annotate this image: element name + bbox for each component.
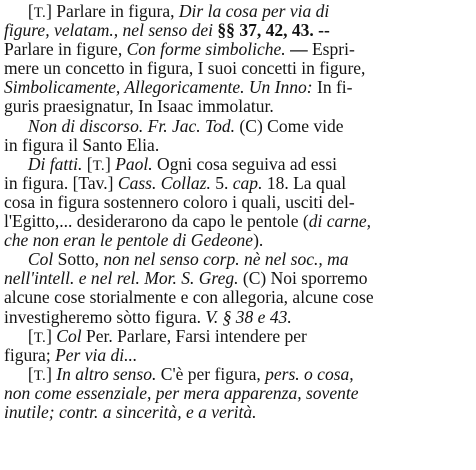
text-segment: T. [33,329,47,346]
text-line [4,269,470,288]
text-line [4,231,470,250]
text-line [4,117,470,136]
text-line [4,308,470,327]
text-segment: 5. [215,172,233,193]
text-segment: 18. La qual [266,172,347,193]
text-segment: Non di discorso. Fr. Jac. Tod. [27,115,240,136]
text-segment: Con forme simboliche. [126,39,291,60]
text-segment: guris praesignatur, In Isaac immolatur. [4,96,274,117]
text-segment: Col [56,325,87,346]
text-segment: cosa in figura sostennero coloro i quali, usciti del- [4,191,355,212]
text-segment: Sotto, [57,249,104,270]
text-line [4,346,470,365]
text-segment: Cass. Collaz. [117,172,216,193]
text-segment: ] [46,363,57,384]
text-segment: Dir la cosa per via di [178,1,330,21]
text-line [4,136,470,155]
text-segment: che non eran le pentole di Gedeone [4,230,254,251]
text-segment: [ [27,363,34,384]
text-segment: (C) Come vide [239,115,344,136]
text-line [4,59,470,78]
text-segment: [ [27,1,34,21]
text-segment: Paol. [115,153,158,174]
text-segment: Ogni cosa seguiva ad essi [157,153,338,174]
text-line [4,155,470,174]
text-segment: figura; [4,344,56,365]
text-line [4,193,470,212]
text-segment: in figura il Santo Elia. [4,134,160,155]
text-segment: Per. Parlare, Farsi intendere per [86,325,307,346]
text-line [4,21,470,40]
text-segment: Col [27,249,58,270]
text-line [4,2,470,21]
text-segment: — [290,39,308,60]
text-segment: (C) Noi sporremo [242,268,368,289]
text-segment: Simbolicamente, Allegoricamente. Un Inno: [4,77,317,98]
text-segment: V. § 38 e 43. [205,306,292,327]
text-line [4,288,470,307]
text-line [4,174,470,193]
text-line [4,40,470,59]
text-segment: §§ 37, 42, 43. -- [217,20,330,41]
text-segment: Di fatti. [27,153,87,174]
text-segment: Parlare in figure, [4,39,127,60]
text-segment: T. [33,367,47,384]
text-segment: C'è per figura, [160,363,266,384]
text-line [4,212,470,231]
text-line [4,384,470,403]
text-segment: figure, velatam., nel senso dei [4,20,218,41]
text-segment: in figura. [Tav.] [4,172,118,193]
dictionary-entry-text [4,2,472,422]
text-segment: cap. [232,172,267,193]
text-segment: non nel senso corp. nè nel soc., ma [103,249,349,270]
text-line [4,403,470,422]
text-segment: inutile; contr. a sincerità, e a verità. [4,401,257,422]
text-segment: T. [33,5,47,21]
text-segment: Per via di... [55,344,138,365]
text-segment: [ [86,153,93,174]
text-segment: nell'intell. e nel rel. Mor. S. Greg. [4,268,243,289]
text-segment: T. [92,157,105,174]
text-segment: [ [27,325,34,346]
text-segment: ). [253,230,264,251]
text-line [4,250,470,269]
text-segment: investigheremo sòtto figura. [4,306,206,327]
text-segment: non come essenziale, per mera apparenza, sovente [4,382,359,403]
text-line [4,365,470,384]
text-segment: mere un concetto in figura, I suoi concetti in figure, [4,58,366,79]
text-segment: di carne, [308,211,372,232]
text-line [4,327,470,346]
text-segment: ] [46,325,57,346]
text-segment: In fi- [316,77,353,98]
text-line [4,78,470,97]
text-segment: pers. o cosa, [265,363,354,384]
text-segment: l'Egitto,... desiderarono da capo le pentole ( [4,211,309,232]
text-segment: In altro senso. [56,363,161,384]
text-segment: alcune cose storialmente e con allegoria, alcune cose [4,287,374,308]
text-segment: ] Parlare in figura, [46,1,179,21]
text-segment: ] [104,153,116,174]
text-line [4,97,470,116]
text-segment: Espri- [307,39,355,60]
